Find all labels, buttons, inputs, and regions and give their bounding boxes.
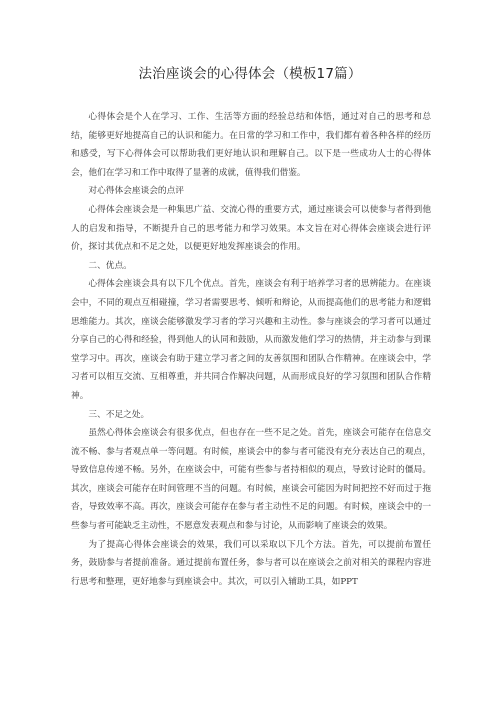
document-title: 法治座谈会的心得体会（模板17篇） (138, 66, 362, 82)
section-heading-advantages: 二、优点。 (88, 260, 132, 271)
section-heading-review: 对心得体会座谈会的点评 (88, 186, 184, 197)
paragraph-review: 心得体会座谈会是一种集思广益、交流心得的重要方式，通过座谈会可以使参与者得到他人的启发和指导，不断提升自己的思考能力和学习效果。本文旨在对心得体会座谈会进行评价，探讨其优点和不足之处，以便更好地发挥座谈会的作用。 (71, 204, 431, 253)
paragraph-advantages: 心得体会座谈会具有以下几个优点。首先，座谈会有利于培养学习者的思辨能力。在座谈会中，不同的观点互相碰撞，学习者需要思考、倾听和辩论，从而提高他们的思考能力和逻辑思维能力。其次，座谈会能够激发学习者的学习兴趣和主动性。参与座谈会的学习者可以通过分享自己的心得和经验，得到他人的认同和鼓励，从而激发他们学习的热情，并主动参与到课堂学习中。再次，座谈会有助于建立学习者之间的友善氛围和团队合作精神。在座谈会中，学习者可以相互交流、互相尊重，并共同合作解决问题，从而形成良好的学习氛围和团队合作精神。 (71, 279, 431, 401)
section-heading-shortcomings: 三、不足之处。 (88, 409, 150, 420)
paragraph-intro: 心得体会是个人在学习、工作、生活等方面的经验总结和体悟，通过对自己的思考和总结，能够更好地提高自己的认识和能力。在日常的学习和工作中，我们都有着各种各样的经历和感受，写下心得体会可以帮助我们更好地认识和理解自己。以下是一些成功人士的心得体会，他们在学习和工作中取得了显著的成就，值得我们借鉴。 (71, 112, 431, 178)
paragraph-improvements: 为了提高心得体会座谈会的效果，我们可以采取以下几个方法。首先，可以提前布置任务，鼓励参与者提前准备。通过提前布置任务，参与者可以在座谈会之前对相关的课程内容进行思考和整理，更好地参与到座谈会中。其次，可以引入辅助工具，如PPT (71, 539, 431, 587)
document-body (71, 108, 431, 591)
paragraph-shortcomings: 虽然心得体会座谈会有很多优点，但也存在一些不足之处。首先，座谈会可能存在信息交流不畅、参与者观点单一等问题。有时候，座谈会中的参与者可能没有充分表达自己的观点，导致信息传递不畅。另外，在座谈会中，可能有些参与者持相似的观点，导致讨论时的僵局。其次，座谈会可能存在时间管理不当的问题。有时候，座谈会可能因为时间把控不好而过于拖沓，导致效率不高。再次，座谈会可能存在参与者主动性不足的问题。有时候，座谈会中的一些参与者可能缺乏主动性，不愿意发表观点和参与讨论，从而影响了座谈会的效果。 (71, 428, 431, 532)
